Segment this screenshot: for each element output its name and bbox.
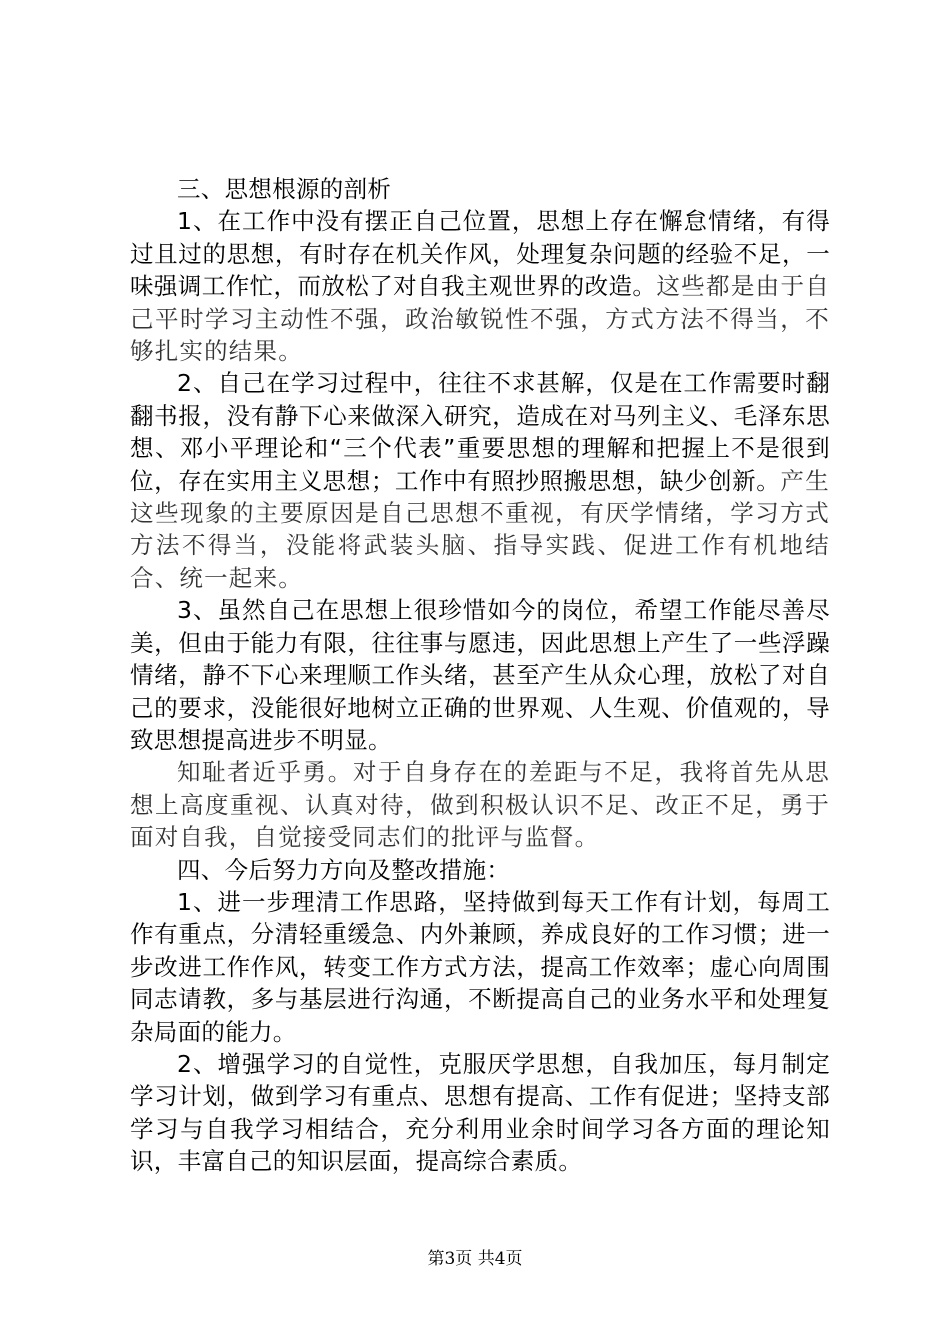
paragraph-text: 四、今后努力方向及整改措施： xyxy=(177,855,511,884)
paragraph-text: 1、在工作中没有摆正自己位置，思想上存在懈怠情绪，有得过且过的思想，有时存在机关作风，处理复杂问题的经验不足，一味强调工作忙，而放松了对自我主观世界的改造。 xyxy=(130,207,830,301)
section-heading-measures xyxy=(130,854,830,886)
section-heading-root-cause xyxy=(130,173,830,205)
paragraph-text: 三、思想根源的剖析 xyxy=(177,175,392,203)
paragraph-text: 1、进一步理清工作思路，坚持做到每天工作有计划，每周工作有重点，分清轻重缓急、内外兼顾，养成良好的工作习惯；进一步改进工作作风，转变工作方式方法，提高工作效率；虚心向周围同志请教，多与基层进行沟通，不断提高自己的业务水平和处理复杂局面的能力。 xyxy=(130,887,830,1046)
paragraph-text-light: 产生这些现象的主要原因是自己思想不重视，有厌学情绪，学习方式方法不得当，没能将武装头脑、指导实践、促进工作有机地结合、统一起来。 xyxy=(130,466,830,592)
paragraph-4 xyxy=(130,756,830,853)
paragraph-1 xyxy=(130,205,830,367)
paragraph-text-light: 知耻者近乎勇。对于自身存在的差距与不足，我将首先从思想上高度重视、认真对待，做到积极认识不足、改正不足，勇于面对自我，自觉接受同志们的批评与监督。 xyxy=(130,758,830,852)
paragraph-text: 2、自己在学习过程中，往往不求甚解，仅是在工作需要时翻翻书报，没有静下心来做深入研究，造成在对马列主义、毛泽东思想、邓小平理论和“三个代表”重要思想的理解和把握上不是很到位，存在实用主义思想；工作中有照抄照搬思想，缺少创新。 xyxy=(130,369,830,495)
document-body xyxy=(130,173,830,1178)
page-footer: 第3页 共4页 xyxy=(427,1249,523,1269)
paragraph-2 xyxy=(130,367,830,594)
paragraph-text: 3、虽然自己在思想上很珍惜如今的岗位，希望工作能尽善尽美，但由于能力有限，往往事与愿违，因此思想上产生了一些浮躁情绪，静不下心来理顺工作头绪，甚至产生从众心理，放松了对自己的要求，没能很好地树立正确的世界观、人生观、价值观的，导致思想提高进步不明显。 xyxy=(130,596,830,754)
paragraph-5 xyxy=(130,886,830,1048)
paragraph-text: 2、增强学习的自觉性，克服厌学思想，自我加压，每月制定学习计划，做到学习有重点、思想有提高、工作有促进；坚持支部学习与自我学习相结合，充分利用业余时间学习各方面的理论知识，丰富自己的知识层面，提高综合素质。 xyxy=(130,1049,830,1176)
paragraph-3 xyxy=(130,594,830,756)
paragraph-6 xyxy=(130,1048,830,1178)
paragraph-text-light: 这些都是由于自己平时学习主动性不强，政治敏锐性不强，方式方法不得当，不够扎实的结果。 xyxy=(130,272,830,366)
